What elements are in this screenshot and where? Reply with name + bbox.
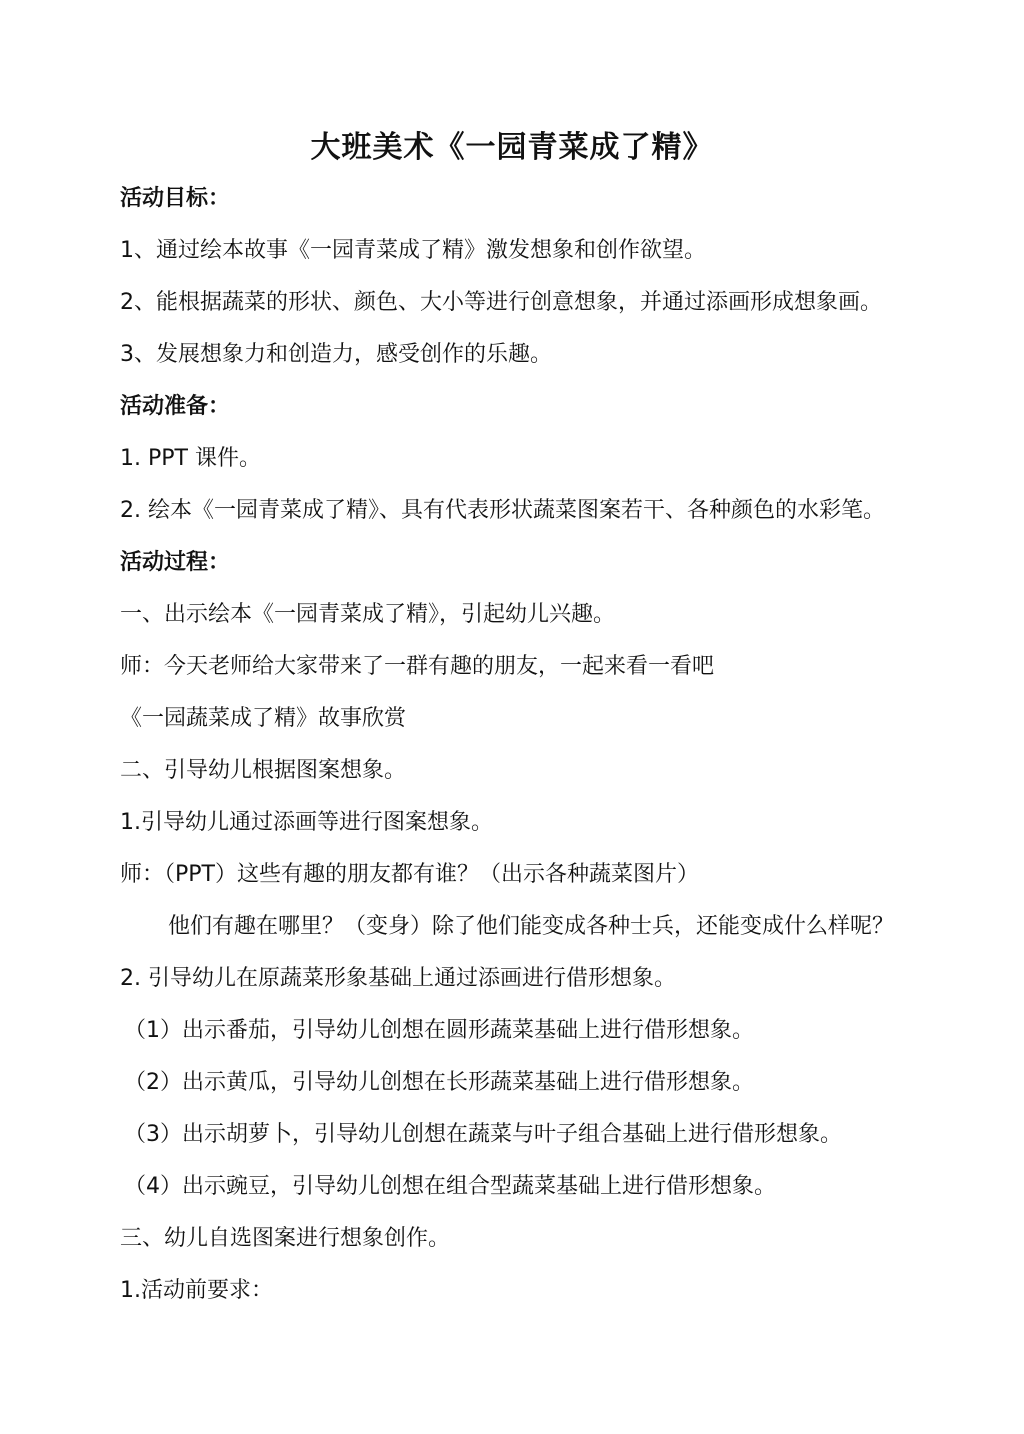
process-step-2-item-1: 1.引导幼儿通过添画等进行图案想象。 [120,810,493,835]
goal-item-3: 3、发展想象力和创造力，感受创作的乐趣。 [120,342,552,367]
subitem-cucumber: （2）出示黄瓜，引导幼儿创想在长形蔬菜基础上进行借形想象。 [124,1070,754,1095]
subitem-pea: （4）出示豌豆，引导幼儿创想在组合型蔬菜基础上进行借形想象。 [124,1174,776,1199]
document-title: 大班美术《一园青菜成了精》 [310,130,714,165]
process-step-3: 三、幼儿自选图案进行想象创作。 [120,1226,451,1251]
goal-item-1: 1、通过绘本故事《一园青菜成了精》激发想象和创作欲望。 [120,238,706,263]
process-step-3-item-1: 1.活动前要求： [120,1278,273,1303]
subitem-tomato: （1）出示番茄，引导幼儿创想在圆形蔬菜基础上进行借形想象。 [124,1018,754,1043]
teacher-line-2-followup: 他们有趣在哪里？（变身）除了他们能变成各种士兵，还能变成什么样呢？ [168,914,895,939]
teacher-line-1: 师：今天老师给大家带来了一群有趣的朋友，一起来看一看吧 [120,654,715,679]
teacher-line-2: 师：（PPT）这些有趣的朋友都有谁？（出示各种蔬菜图片） [120,862,699,887]
goal-item-2: 2、能根据蔬菜的形状、颜色、大小等进行创意想象，并通过添画形成想象画。 [120,290,882,315]
section-heading-preparation: 活动准备： [120,394,231,419]
process-step-2: 二、引导幼儿根据图案想象。 [120,758,407,783]
preparation-item-1: 1. PPT 课件。 [120,446,261,471]
process-step-2-item-2: 2. 引导幼儿在原蔬菜形象基础上通过添画进行借形想象。 [120,966,676,991]
section-heading-process: 活动过程： [120,550,231,575]
process-step-1: 一、出示绘本《一园青菜成了精》，引起幼儿兴趣。 [120,602,616,627]
subitem-carrot: （3）出示胡萝卜，引导幼儿创想在蔬菜与叶子组合基础上进行借形想象。 [124,1122,842,1147]
story-appreciation-line: 《一园蔬菜成了精》故事欣赏 [120,706,407,731]
preparation-item-2: 2. 绘本《一园青菜成了精》、具有代表形状蔬菜图案若干、各种颜色的水彩笔。 [120,498,885,523]
section-heading-goals: 活动目标： [120,186,231,211]
